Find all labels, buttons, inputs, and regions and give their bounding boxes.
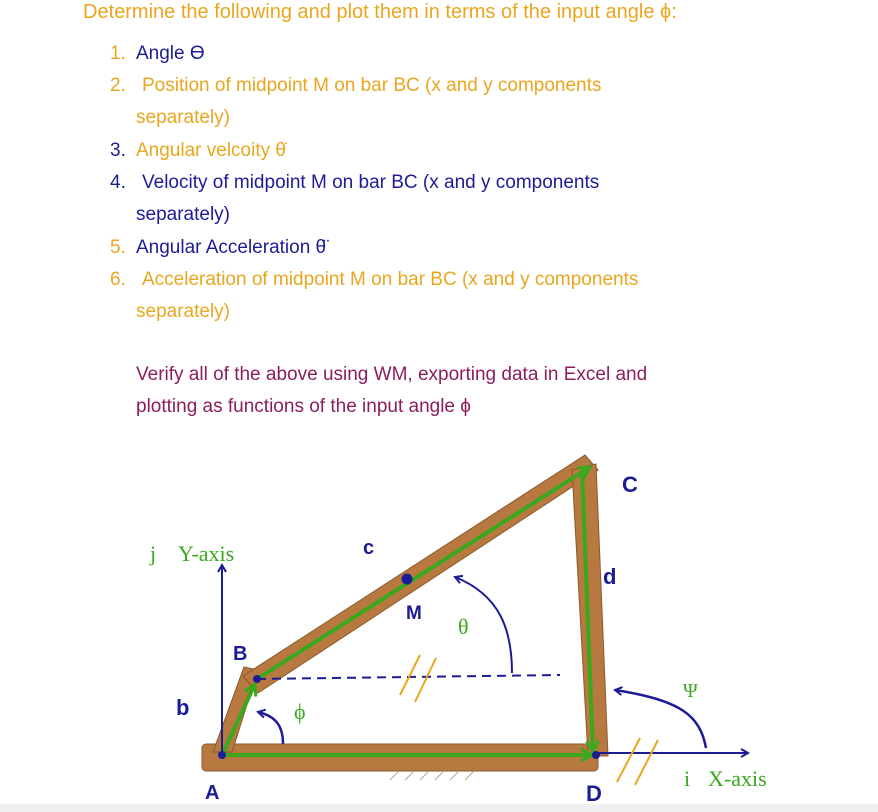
phi-arc	[258, 712, 283, 744]
item-number: 1.	[110, 43, 126, 64]
item-number: 5.	[110, 237, 126, 258]
label-B: B	[233, 643, 248, 665]
joint-d	[592, 751, 600, 759]
verify-line-1: Verify all of the above using WM, exporting data in Excel and	[136, 364, 648, 385]
item-text-cont: separately)	[136, 301, 230, 322]
item-text: Acceleration of midpoint M on bar BC (x and y components	[142, 269, 639, 290]
heading: Determine the following and plot them in terms of the input angle ϕ:	[83, 1, 677, 23]
label-b: b	[176, 695, 190, 720]
item-text: Angle ϴ	[136, 43, 205, 64]
item-number: 6.	[110, 269, 126, 290]
item-text: Velocity of midpoint M on bar BC (x and y components	[142, 172, 600, 193]
bars	[202, 455, 608, 771]
label-A: A	[205, 782, 220, 804]
item-text-cont: separately)	[136, 107, 230, 128]
label-theta: θ	[458, 614, 469, 639]
item-number: 2.	[110, 75, 126, 96]
joint-a	[218, 751, 226, 759]
item-number: 3.	[110, 140, 126, 161]
ground-hatch	[390, 772, 473, 780]
ground-bar-a	[202, 744, 598, 771]
label-psi: Ψ	[683, 680, 698, 702]
label-y-axis: Y-axis	[178, 541, 235, 566]
label-M: M	[406, 603, 422, 624]
verify-line-2: plotting as functions of the input angle ϕ	[136, 396, 471, 417]
item-text: Angular Acceleration θ̈	[136, 237, 327, 258]
item-text: Position of midpoint M on bar BC (x and y components	[142, 75, 602, 96]
item-number: 4.	[110, 172, 126, 193]
label-i: i	[684, 766, 691, 791]
label-j: j	[150, 541, 157, 566]
item-text-cont: separately)	[136, 204, 230, 225]
label-c: c	[363, 537, 375, 559]
label-D: D	[586, 781, 602, 806]
label-d: d	[603, 564, 617, 589]
label-x-axis: X-axis	[708, 766, 767, 791]
label-C: C	[622, 472, 638, 497]
label-phi: ϕ	[294, 699, 306, 724]
midpoint-m	[402, 574, 413, 585]
joint-b	[253, 675, 261, 683]
item-text: Angular velcoity θ̇	[136, 140, 286, 161]
